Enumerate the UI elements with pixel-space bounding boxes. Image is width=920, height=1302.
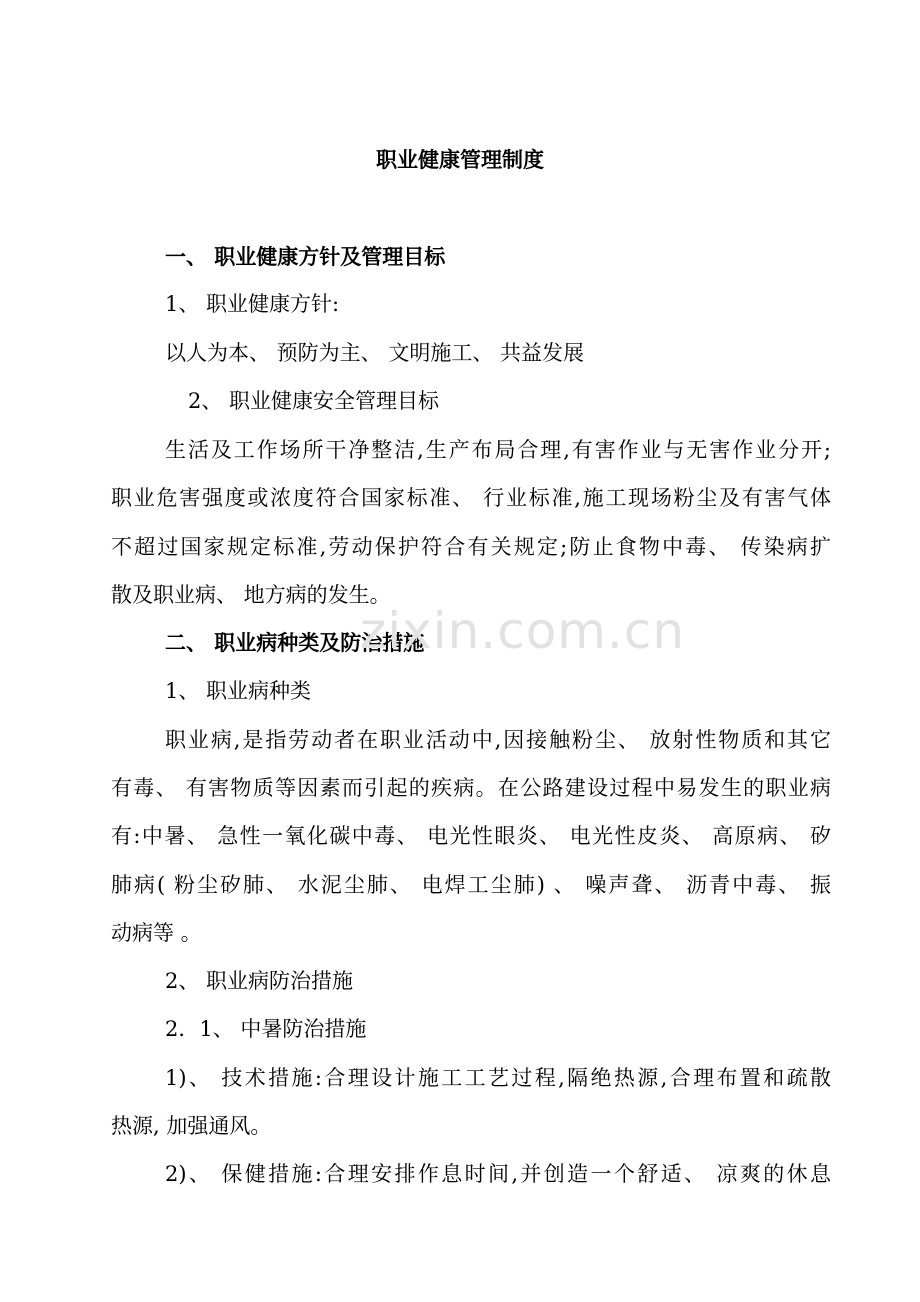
paragraph-line: 热源, 加强通风。 — [111, 1114, 272, 1138]
paragraph-line: 散及职业病、 地方病的发生。 — [111, 583, 391, 607]
paragraph-line: 职业病,是指劳动者在职业活动中,因接触粉尘、 放射性物质和其它 — [165, 728, 831, 752]
section-heading-1: 一、 职业健康方针及管理目标 — [165, 245, 446, 269]
paragraph-line: 动病等 。 — [111, 921, 202, 945]
paragraph-line: 有:中暑、 急性一氧化碳中毒、 电光性眼炎、 电光性皮炎、 高原病、 矽 — [111, 824, 831, 848]
paragraph-line: 肺病( 粉尘矽肺、 水泥尘肺、 电焊工尘肺) 、 噪声聋、 沥青中毒、 振 — [111, 873, 831, 897]
subheading-1-1: 1、 职业健康方针: — [165, 292, 340, 316]
paragraph-line: 1)、 技术措施:合理设计施工工艺过程,隔绝热源,合理布置和疏散 — [165, 1066, 831, 1090]
section-heading-2: 二、 职业病种类及防治措施 — [165, 631, 425, 655]
paragraph-line: 生活及工作场所干净整洁,生产布局合理,有害作业与无害作业分开; — [165, 438, 831, 462]
paragraph-line: 2)、 保健措施:合理安排作息时间,并创造一个舒适、 凉爽的休息 — [165, 1162, 831, 1186]
document-title: 职业健康管理制度 — [376, 148, 544, 172]
paragraph-line: 不超过国家规定标准,劳动保护符合有关规定;防止食物中毒、 传染病扩 — [111, 535, 831, 559]
policy-text: 以人为本、 预防为主、 文明施工、 共益发展 — [165, 341, 585, 365]
paragraph-line: 职业危害强度或浓度符合国家标准、 行业标准,施工现场粉尘及有害气体 — [111, 486, 831, 510]
subheading-2-2: 2、 职业病防治措施 — [165, 969, 354, 993]
subheading-2-1: 1、 职业病种类 — [165, 679, 312, 703]
subheading-2-2-1: 2．1、 中暑防治措施 — [165, 1017, 367, 1041]
watermark: zixin.com.cn — [360, 602, 686, 660]
subheading-1-2: 2、 职业健康安全管理目标 — [188, 389, 440, 413]
paragraph-line: 有毒、 有害物质等因素而引起的疾病。在公路建设过程中易发生的职业病 — [111, 776, 831, 800]
